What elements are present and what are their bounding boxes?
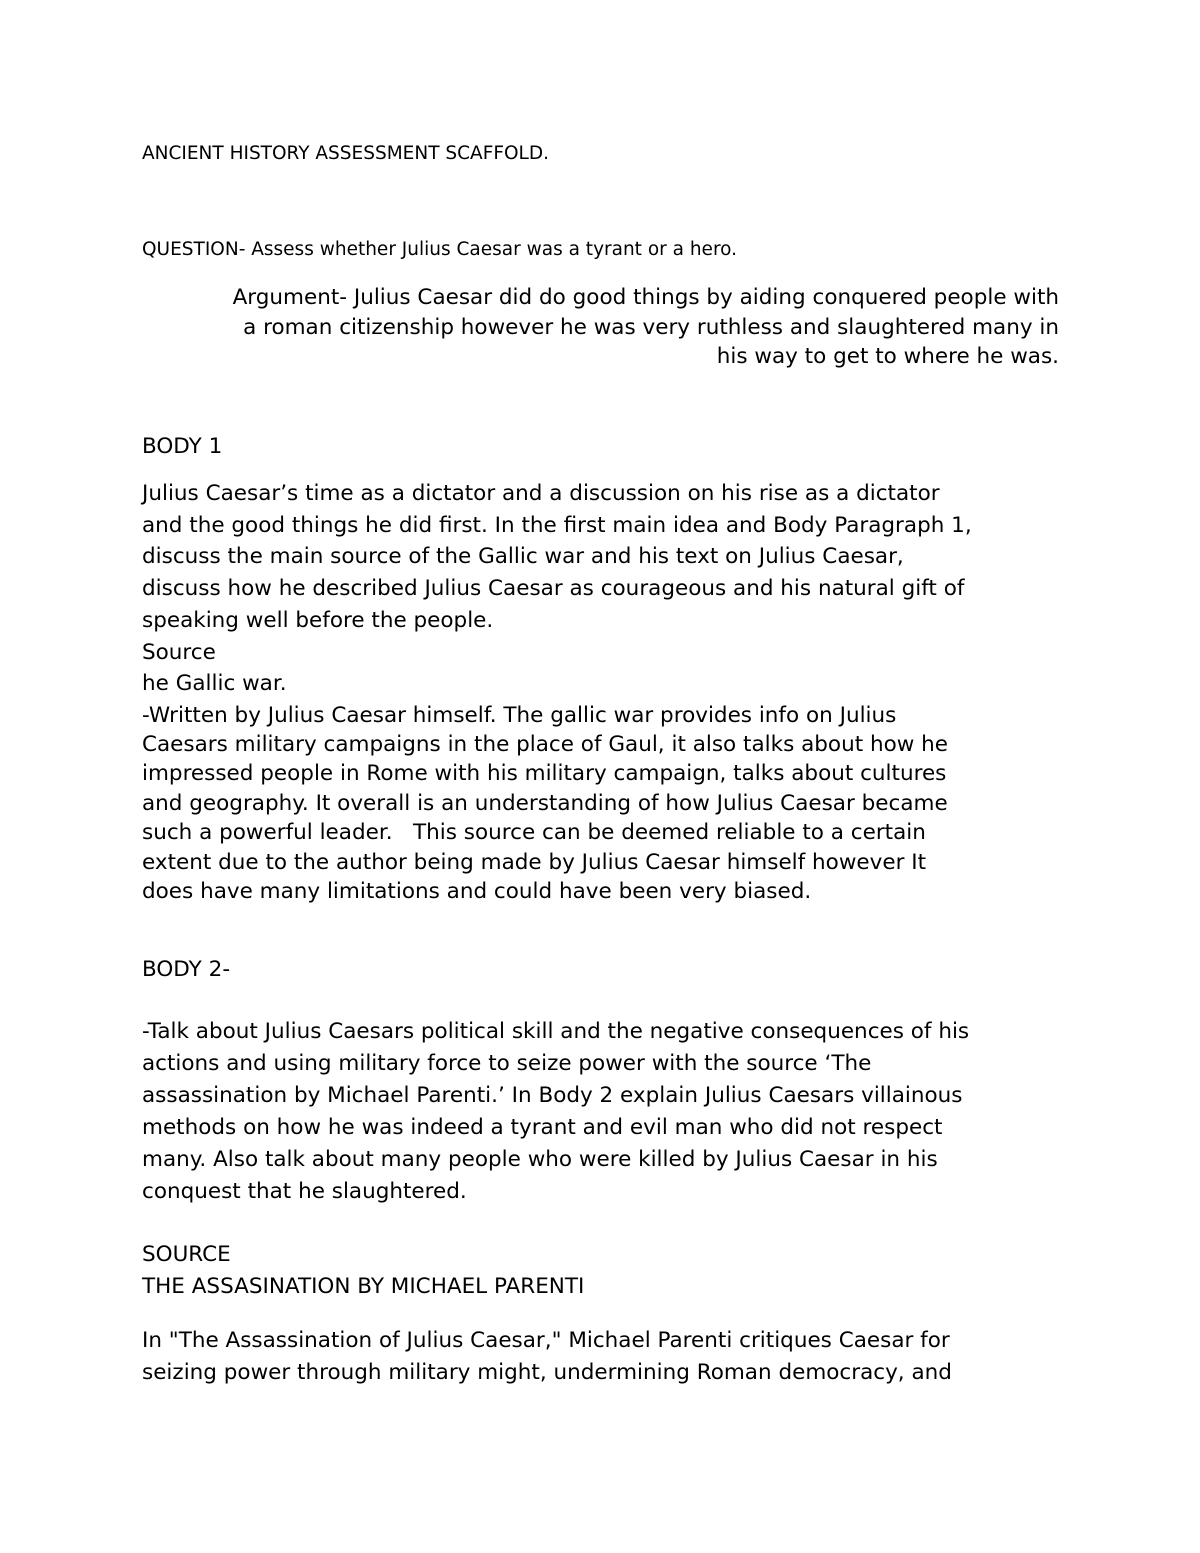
question-line: QUESTION- Assess whether Julius Caesar was a tyrant or a hero. bbox=[142, 239, 738, 260]
body1-source-line-4: and geography. It overall is an understanding of how Julius Caesar became bbox=[142, 791, 948, 816]
document-title: ANCIENT HISTORY ASSESSMENT SCAFFOLD. bbox=[142, 143, 549, 164]
body1-paragraph-line-3: discuss the main source of the Gallic war and his text on Julius Caesar, bbox=[142, 544, 904, 569]
body2-source-line-1: In "The Assassination of Julius Caesar," Michael Parenti critiques Caesar for bbox=[142, 1328, 950, 1353]
body1-source-line-7: does have many limitations and could have been very biased. bbox=[142, 879, 812, 904]
body2-source-name: THE ASSASINATION BY MICHAEL PARENTI bbox=[142, 1274, 585, 1299]
body2-source-line-2: seizing power through military might, undermining Roman democracy, and bbox=[142, 1360, 952, 1385]
argument-line-2: a roman citizenship however he was very ruthless and slaughtered many in bbox=[243, 315, 1059, 340]
body1-paragraph-line-2: and the good things he did first. In the first main idea and Body Paragraph 1, bbox=[142, 513, 972, 538]
body2-paragraph-line-5: many. Also talk about many people who were killed by Julius Caesar in his bbox=[142, 1147, 938, 1172]
body2-source-label: SOURCE bbox=[142, 1242, 231, 1267]
body1-source-line-3: impressed people in Rome with his military campaign, talks about cultures bbox=[142, 761, 947, 786]
body1-heading: BODY 1 bbox=[142, 434, 223, 459]
body2-paragraph-line-1: -Talk about Julius Caesars political skill and the negative consequences of his bbox=[142, 1019, 970, 1044]
body1-source-line-5: such a powerful leader. This source can be deemed reliable to a certain bbox=[142, 820, 926, 845]
body2-paragraph-line-3: assassination by Michael Parenti.’ In Body 2 explain Julius Caesars villainous bbox=[142, 1083, 963, 1108]
argument-line-1: Argument- Julius Caesar did do good things by aiding conquered people with bbox=[232, 285, 1059, 310]
body1-source-line-2: Caesars military campaigns in the place of Gaul, it also talks about how he bbox=[142, 732, 949, 757]
body1-source-name: he Gallic war. bbox=[142, 671, 287, 696]
body2-paragraph-line-4: methods on how he was indeed a tyrant and evil man who did not respect bbox=[142, 1115, 943, 1140]
body1-paragraph-line-1: Julius Caesar’s time as a dictator and a discussion on his rise as a dictator bbox=[142, 481, 940, 506]
body2-heading: BODY 2- bbox=[142, 957, 231, 982]
body1-source-line-1: -Written by Julius Caesar himself. The gallic war provides info on Julius bbox=[142, 703, 897, 728]
body1-source-line-6: extent due to the author being made by Julius Caesar himself however It bbox=[142, 850, 927, 875]
body2-paragraph-line-6: conquest that he slaughtered. bbox=[142, 1179, 467, 1204]
body1-source-label: Source bbox=[142, 640, 216, 665]
body2-paragraph-line-2: actions and using military force to seize power with the source ‘The bbox=[142, 1051, 872, 1076]
body1-paragraph-line-5: speaking well before the people. bbox=[142, 608, 494, 633]
body1-paragraph-line-4: discuss how he described Julius Caesar as courageous and his natural gift of bbox=[142, 576, 965, 601]
argument-line-3: his way to get to where he was. bbox=[716, 344, 1059, 369]
